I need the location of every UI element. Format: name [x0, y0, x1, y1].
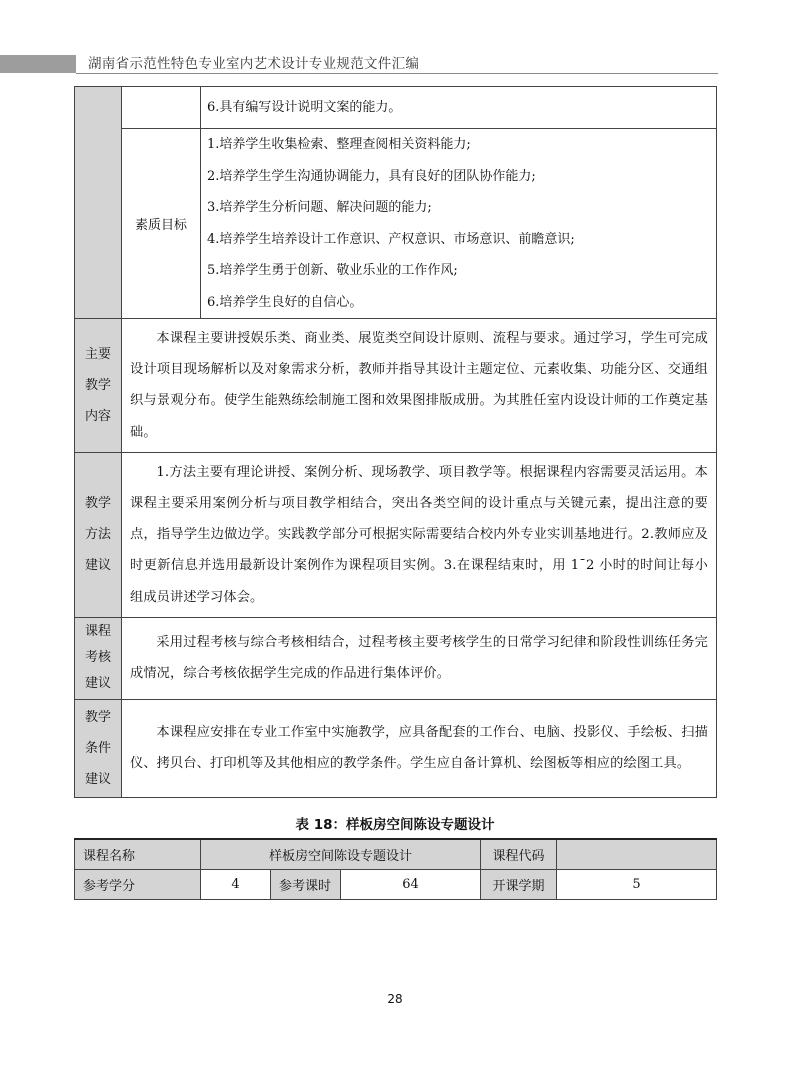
credit-value: 4 [201, 870, 271, 900]
course-code-value [557, 839, 717, 870]
header-rule [76, 73, 718, 74]
running-header-title: 湖南省示范性特色专业室内艺术设计专业规范文件汇编 [88, 56, 420, 72]
quality-goal-item: 3.培养学生分析问题、解决问题的能力; [207, 200, 432, 215]
course-name-value: 样板房空间陈设专题设计 [201, 839, 481, 870]
quality-goal-label: 素质目标 [122, 129, 201, 319]
assessment-row [75, 617, 717, 699]
course-code-label: 课程代码 [481, 839, 557, 870]
main-content-label: 主要 教学 内容 [75, 319, 122, 453]
main-content-row [75, 319, 717, 453]
ability-last-item-cell [201, 87, 717, 129]
teaching-method-text-cell [122, 452, 717, 617]
assessment-text: 采用过程考核与综合考核相结合，过程考核主要考核学生的日常学习纪律和阶段性训练任务完成情况，综合考核依据学生完成的作品进行集体评价。 [130, 635, 708, 682]
main-content-text: 本课程主要讲授娱乐类、商业类、展览类空间设计原则、流程与要求。通过学习，学生可完成设计项目现场解析以及对象需求分析，教师并指导其设计主题定位、元素收集、功能分区、交通组织与景观分布。使学生能熟练绘制施工图和效果图排版成册。为其胜任室内设设计师的工作奠定基础。 [130, 331, 708, 440]
ability-goal-item: 6.具有编写设计说明文案的能力。 [207, 99, 402, 115]
conditions-label: 教学 条件 建议 [75, 699, 122, 797]
table-18-caption: 表 18：样板房空间陈设专题设计 [295, 817, 495, 833]
course-standard-table [74, 86, 717, 798]
course-info-row-2 [75, 870, 717, 900]
ability-sub-label-cell [122, 87, 201, 129]
quality-goal-item: 2.培养学生学生沟通协调能力，具有良好的团队协作能力; [207, 168, 536, 184]
course-info-row-1 [75, 839, 717, 870]
course-name-label: 课程名称 [75, 839, 201, 870]
quality-goal-item: 6.培养学生良好的自信心。 [207, 294, 363, 310]
ability-goal-row [75, 87, 717, 129]
quality-goal-item: 5.培养学生勇于创新、敬业乐业的工作作风; [207, 263, 458, 278]
credit-label: 参考学分 [75, 870, 201, 900]
teaching-method-row [75, 452, 717, 617]
quality-goal-item: 4.培养学生培养设计工作意识、产权意识、市场意识、前瞻意识; [207, 231, 575, 247]
main-content-text-cell [122, 319, 717, 453]
semester-label: 开课学期 [481, 870, 557, 900]
hours-label: 参考课时 [271, 870, 341, 900]
hours-value: 64 [341, 870, 481, 900]
page-number: 28 [387, 992, 403, 1006]
course-info-table [74, 838, 717, 900]
header-gray-bar [0, 55, 76, 73]
teaching-method-text: 1.方法主要有理论讲授、案例分析、现场教学、项目教学等。根据课程内容需要灵活运用。本课程主要采用案例分析与项目教学相结合，突出各类空间的设计重点与关键元素，提出注意的要点，指导学生边做边学。实践教学部分可根据实际需要结合校内外专业实训基地进行。2.教师应及时更新信息并选用最新设计案例作为课程项目实例。3.在课程结束时，用 1¯2 小时的时间让每小组成员讲述学习体会。 [130, 464, 708, 605]
goal-group-label-cell [75, 87, 122, 319]
quality-goal-item: 1.培养学生收集检索、整理查阅相关资料能力; [207, 137, 471, 152]
conditions-text: 本课程应安排在专业工作室中实施教学，应具备配套的工作台、电脑、投影仪、手绘板、扫描仪、拷贝台、打印机等及其他相应的教学条件。学生应自备计算机、绘图板等相应的绘图工具。 [130, 725, 708, 772]
quality-goal-list [201, 129, 717, 319]
conditions-text-cell [122, 699, 717, 797]
quality-goal-row [75, 129, 717, 319]
conditions-row [75, 699, 717, 797]
assessment-text-cell [122, 617, 717, 699]
semester-value: 5 [557, 870, 717, 900]
teaching-method-label: 教学 方法 建议 [75, 452, 122, 617]
assessment-label: 课程 考核 建议 [75, 617, 122, 699]
